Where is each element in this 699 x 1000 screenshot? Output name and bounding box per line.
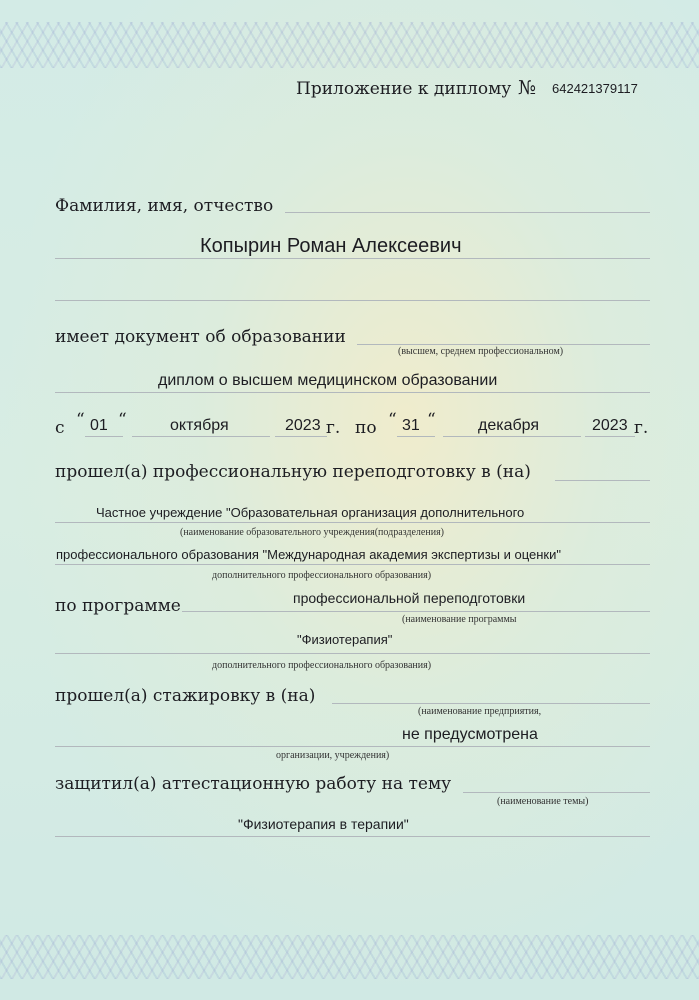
program-value1: профессиональной переподготовки <box>293 590 526 606</box>
fio-line-2 <box>55 258 650 259</box>
period-from-quote-open: “ <box>76 410 85 430</box>
period-to-month-line <box>443 436 581 437</box>
thesis-line-2 <box>55 836 650 837</box>
program-hint2: дополнительного профессионального образования) <box>212 660 432 671</box>
program-line-2 <box>55 653 650 654</box>
period-from-month-line <box>132 436 270 437</box>
appendix-header-label: Приложение к диплому <box>296 79 512 99</box>
period-to-day: 31 <box>402 417 420 434</box>
fio-line-1 <box>285 212 650 213</box>
retraining-hint1: (наименование образовательного учреждения(подразделения) <box>180 527 444 538</box>
retraining-institution-line1: Частное учреждение "Образовательная организация дополнительного <box>96 505 525 520</box>
period-from-quote-close: “ <box>118 410 127 430</box>
period-to-year: 2023 <box>592 417 628 434</box>
internship-line-1 <box>332 703 650 704</box>
program-line-1 <box>182 611 650 612</box>
period-from-month: октября <box>170 417 229 434</box>
period-from-year: 2023 <box>285 417 321 434</box>
retraining-label: прошел(а) профессиональную переподготовку в (на) <box>55 462 531 482</box>
retraining-line <box>555 480 650 481</box>
thesis-value: "Физиотерапия в терапии" <box>238 816 409 832</box>
period-from-day: 01 <box>90 417 108 434</box>
thesis-label: защитил(а) аттестационную работу на тему <box>55 774 452 794</box>
period-from-year-suffix: г. <box>326 418 341 438</box>
fio-label: Фамилия, имя, отчество <box>55 196 274 216</box>
program-label: по программе <box>55 596 181 616</box>
diploma-number: 642421379117 <box>552 81 638 96</box>
education-line-2 <box>55 392 650 393</box>
decorative-guilloche-top <box>0 22 699 68</box>
education-value: диплом о высшем медицинском образовании <box>158 372 498 389</box>
education-label: имеет документ об образовании <box>55 327 346 347</box>
retraining-institution-line2: профессионального образования "Международная академия экспертизы и оценки" <box>56 547 561 562</box>
education-hint: (высшем, среднем профессиональном) <box>398 346 564 357</box>
period-from-day-line <box>85 436 123 437</box>
period-to-month: декабря <box>478 417 540 434</box>
internship-hint2: организации, учреждения) <box>276 750 390 761</box>
period-from-year-line <box>275 436 327 437</box>
internship-value: не предусмотрена <box>402 726 538 743</box>
institution-line-2 <box>55 564 650 565</box>
internship-line-2 <box>55 746 650 747</box>
number-sign: № <box>518 77 536 99</box>
thesis-line-1 <box>463 792 650 793</box>
program-hint1: (наименование программы <box>402 614 517 625</box>
period-to-year-line <box>585 436 635 437</box>
institution-line-1 <box>55 522 650 523</box>
retraining-hint2: дополнительного профессионального образования) <box>212 570 432 581</box>
period-to-day-line <box>397 436 435 437</box>
period-from-prefix: с <box>55 418 65 438</box>
education-line-1 <box>357 344 650 345</box>
fio-line-3 <box>55 300 650 301</box>
period-to-quote-close: “ <box>427 410 436 430</box>
decorative-guilloche-bottom <box>0 935 699 979</box>
fio-value: Копырин Роман Алексеевич <box>200 235 462 257</box>
internship-label: прошел(а) стажировку в (на) <box>55 686 316 706</box>
period-to-year-suffix: г. <box>634 418 649 438</box>
period-to-quote-open: “ <box>388 410 397 430</box>
period-to-prefix: по <box>355 418 377 438</box>
thesis-hint: (наименование темы) <box>497 796 589 807</box>
internship-hint1: (наименование предприятия, <box>418 706 542 717</box>
program-value2: "Физиотерапия" <box>297 632 393 647</box>
